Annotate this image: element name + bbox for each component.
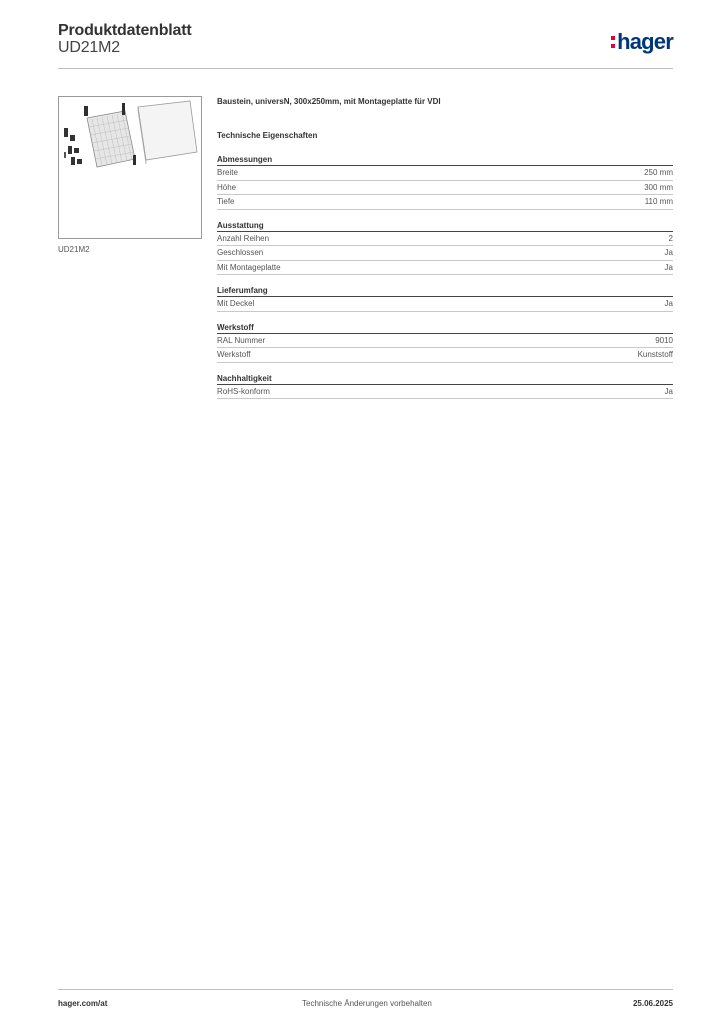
property-section	[217, 153, 673, 210]
property-row	[217, 334, 673, 349]
product-enclosure-kit-image	[59, 97, 201, 238]
property-section	[217, 372, 673, 400]
image-caption: UD21M2	[58, 245, 90, 254]
property-sections	[217, 153, 673, 399]
section-title: Lieferumfang	[217, 284, 673, 297]
property-row	[217, 181, 673, 196]
section-title: Werkstoff	[217, 321, 673, 334]
property-value: 9010	[655, 335, 673, 345]
property-value: Kunststoff	[637, 350, 673, 359]
property-label: Mit Montageplatte	[217, 262, 281, 272]
property-section	[217, 284, 673, 312]
property-row	[217, 166, 673, 181]
property-value: Ja	[664, 386, 673, 396]
footer-date: 25.06.2025	[632, 999, 673, 1008]
logo-text: hager	[617, 29, 673, 54]
property-value: Ja	[664, 262, 673, 272]
property-row	[217, 348, 673, 363]
header-divider	[58, 68, 673, 69]
product-details	[217, 97, 673, 408]
property-value: Ja	[664, 248, 673, 257]
logo-colon-icon	[611, 36, 615, 48]
property-value: 250 mm	[644, 168, 673, 177]
footer-website: hager.com/at	[58, 999, 108, 1008]
section-title: Ausstattung	[217, 219, 673, 232]
property-label: Werkstoff	[217, 350, 251, 359]
page-header	[58, 22, 673, 70]
property-label: Geschlossen	[217, 248, 264, 257]
property-label: RAL Nummer	[217, 335, 266, 345]
property-row	[217, 246, 673, 261]
property-label: Anzahl Reihen	[217, 233, 270, 243]
property-row	[217, 232, 673, 247]
property-value: 300 mm	[644, 182, 673, 192]
property-value: 110 mm	[644, 197, 673, 206]
product-description: Baustein, universN, 300x250mm, mit Montageplatte für VDI	[217, 97, 441, 106]
property-section	[217, 321, 673, 363]
property-section	[217, 219, 673, 276]
property-label: RoHS-konform	[217, 386, 270, 396]
property-value: 2	[668, 233, 673, 243]
property-label: Tiefe	[217, 197, 235, 206]
document-title: Produktdatenblatt	[58, 22, 192, 39]
property-row	[217, 261, 673, 276]
product-code-subtitle: UD21M2	[58, 39, 120, 56]
property-label: Höhe	[217, 182, 237, 192]
property-row	[217, 385, 673, 400]
footer-notice: Technische Änderungen vorbehalten	[302, 999, 432, 1008]
product-image	[58, 96, 202, 239]
section-title: Abmessungen	[217, 153, 673, 166]
section-title: Nachhaltigkeit	[217, 372, 673, 385]
property-label: Mit Deckel	[217, 299, 255, 308]
technical-properties-heading: Technische Eigenschaften	[217, 131, 318, 140]
footer-divider	[58, 989, 673, 990]
property-label: Breite	[217, 168, 238, 177]
hager-logo	[611, 29, 673, 55]
property-row	[217, 297, 673, 312]
property-value: Ja	[664, 299, 673, 308]
property-row	[217, 195, 673, 210]
